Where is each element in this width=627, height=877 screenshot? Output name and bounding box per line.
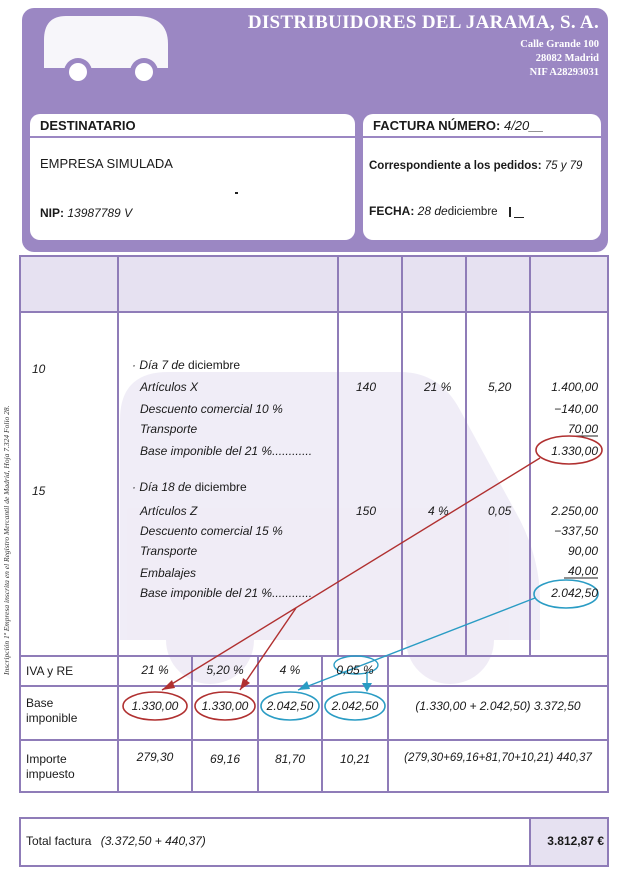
order1-line2-concept: Descuento comercial 10 %	[140, 402, 283, 416]
importe-4: 10,21	[339, 752, 371, 766]
order1-line4-concept: Base imponible del 21 %............	[140, 444, 313, 458]
order2-header	[132, 480, 247, 494]
importe-3: 81,70	[274, 752, 306, 766]
order2-line3-concept: Transporte	[140, 544, 198, 558]
order1-iva: 21 %	[424, 380, 452, 394]
nip-value: 13987789 V	[67, 206, 133, 220]
rate-1: 21 %	[141, 663, 169, 677]
rate-2: 5,20 %	[206, 663, 244, 677]
order2-amount2: −337,50	[554, 524, 598, 538]
order2-line1-concept: Artículos Z	[140, 504, 198, 518]
order1-header	[132, 358, 240, 372]
order2-amount5: 2.042,50	[551, 586, 598, 600]
order2-line4-concept: Embalajes	[140, 566, 197, 580]
order1-amount2: −140,00	[554, 402, 598, 416]
order2-re: 0,05	[488, 504, 512, 518]
order2-qty: 150	[356, 504, 377, 518]
importe-2: 69,16	[209, 752, 241, 766]
base-3: 2.042,50	[266, 699, 314, 713]
date-label: FECHA:	[369, 204, 415, 218]
orders-value: 75 y 79	[544, 160, 583, 172]
base-1: 1.330,00	[131, 699, 179, 713]
nip-label: NIP:	[40, 206, 64, 220]
company-nif: NIF A28293031	[529, 67, 599, 78]
total-label: Total factura	[26, 834, 92, 848]
total-formula: (3.372,50 + 440,37)	[100, 834, 206, 848]
order2-units: 15	[32, 484, 46, 498]
company-name: DISTRIBUIDORES DEL JARAMA, S. A.	[247, 12, 599, 33]
base-total: (1.330,00 + 2.042,50) 3.372,50	[415, 699, 581, 713]
order1-amount3: 70,00	[567, 422, 598, 436]
total-value: 3.812,87 €	[547, 834, 604, 848]
order1-date-prefix: · Día 7 de	[132, 358, 189, 372]
order2-amount4: 40,00	[567, 564, 598, 578]
order1-re: 5,20	[488, 380, 512, 394]
base-2: 1.330,00	[201, 699, 249, 713]
base-label	[26, 696, 77, 726]
order1-line3-concept: Transporte	[140, 422, 198, 436]
iva-re-label: IVA y RE	[26, 664, 74, 678]
date-value: 28 de	[417, 204, 448, 218]
orders-label: Correspondiente a los pedidos:	[369, 160, 542, 172]
total-row	[26, 834, 206, 848]
order1-units: 10	[32, 362, 46, 376]
importe-label-line1: Importe	[26, 752, 67, 766]
importe-label-line2: impuesto	[26, 767, 75, 781]
order1-date-month: diciembre	[188, 358, 241, 372]
registry-note: Inscripción 1ª Empresa inscrita en el Registro Mercantil de Madrid, Hoja 7.324 Folio 28.	[2, 405, 11, 675]
importe-1: 279,30	[136, 750, 174, 764]
base-label-line1: Base	[26, 696, 54, 710]
order2-date-prefix: · Día 18 de	[132, 480, 195, 494]
order1-line1-concept: Artículos X	[140, 380, 199, 394]
base-4: 2.042,50	[331, 699, 379, 713]
order2-date-month: diciembre	[194, 480, 247, 494]
rate-4: 0,05 %	[336, 663, 374, 677]
base-label-line2: imponible	[26, 711, 78, 725]
order1-amount4: 1.330,00	[551, 444, 598, 458]
date-month: diciembre	[447, 206, 498, 218]
order2-line2-concept: Descuento comercial 15 %	[140, 524, 283, 538]
importe-label	[26, 752, 75, 782]
recipient-name: EMPRESA SIMULADA	[40, 156, 173, 171]
order2-amount3: 90,00	[567, 544, 598, 558]
invoice-number-label: FACTURA NÚMERO:	[373, 118, 501, 133]
importe-total: (279,30+69,16+81,70+10,21) 440,37	[404, 752, 592, 764]
order1-qty: 140	[356, 380, 377, 394]
order2-amount1: 2.250,00	[551, 504, 598, 518]
order1-amount1: 1.400,00	[551, 380, 598, 394]
order2-iva: 4 %	[428, 504, 449, 518]
rate-3: 4 %	[279, 663, 301, 677]
invoice-number-value: 4/20__	[503, 118, 544, 133]
order2-line5-concept: Base imponible del 21 %............	[140, 586, 313, 600]
company-address: Calle Grande 100	[520, 39, 599, 50]
recipient-title: DESTINATARIO	[30, 114, 355, 138]
company-city: 28082 Madrid	[535, 53, 599, 64]
